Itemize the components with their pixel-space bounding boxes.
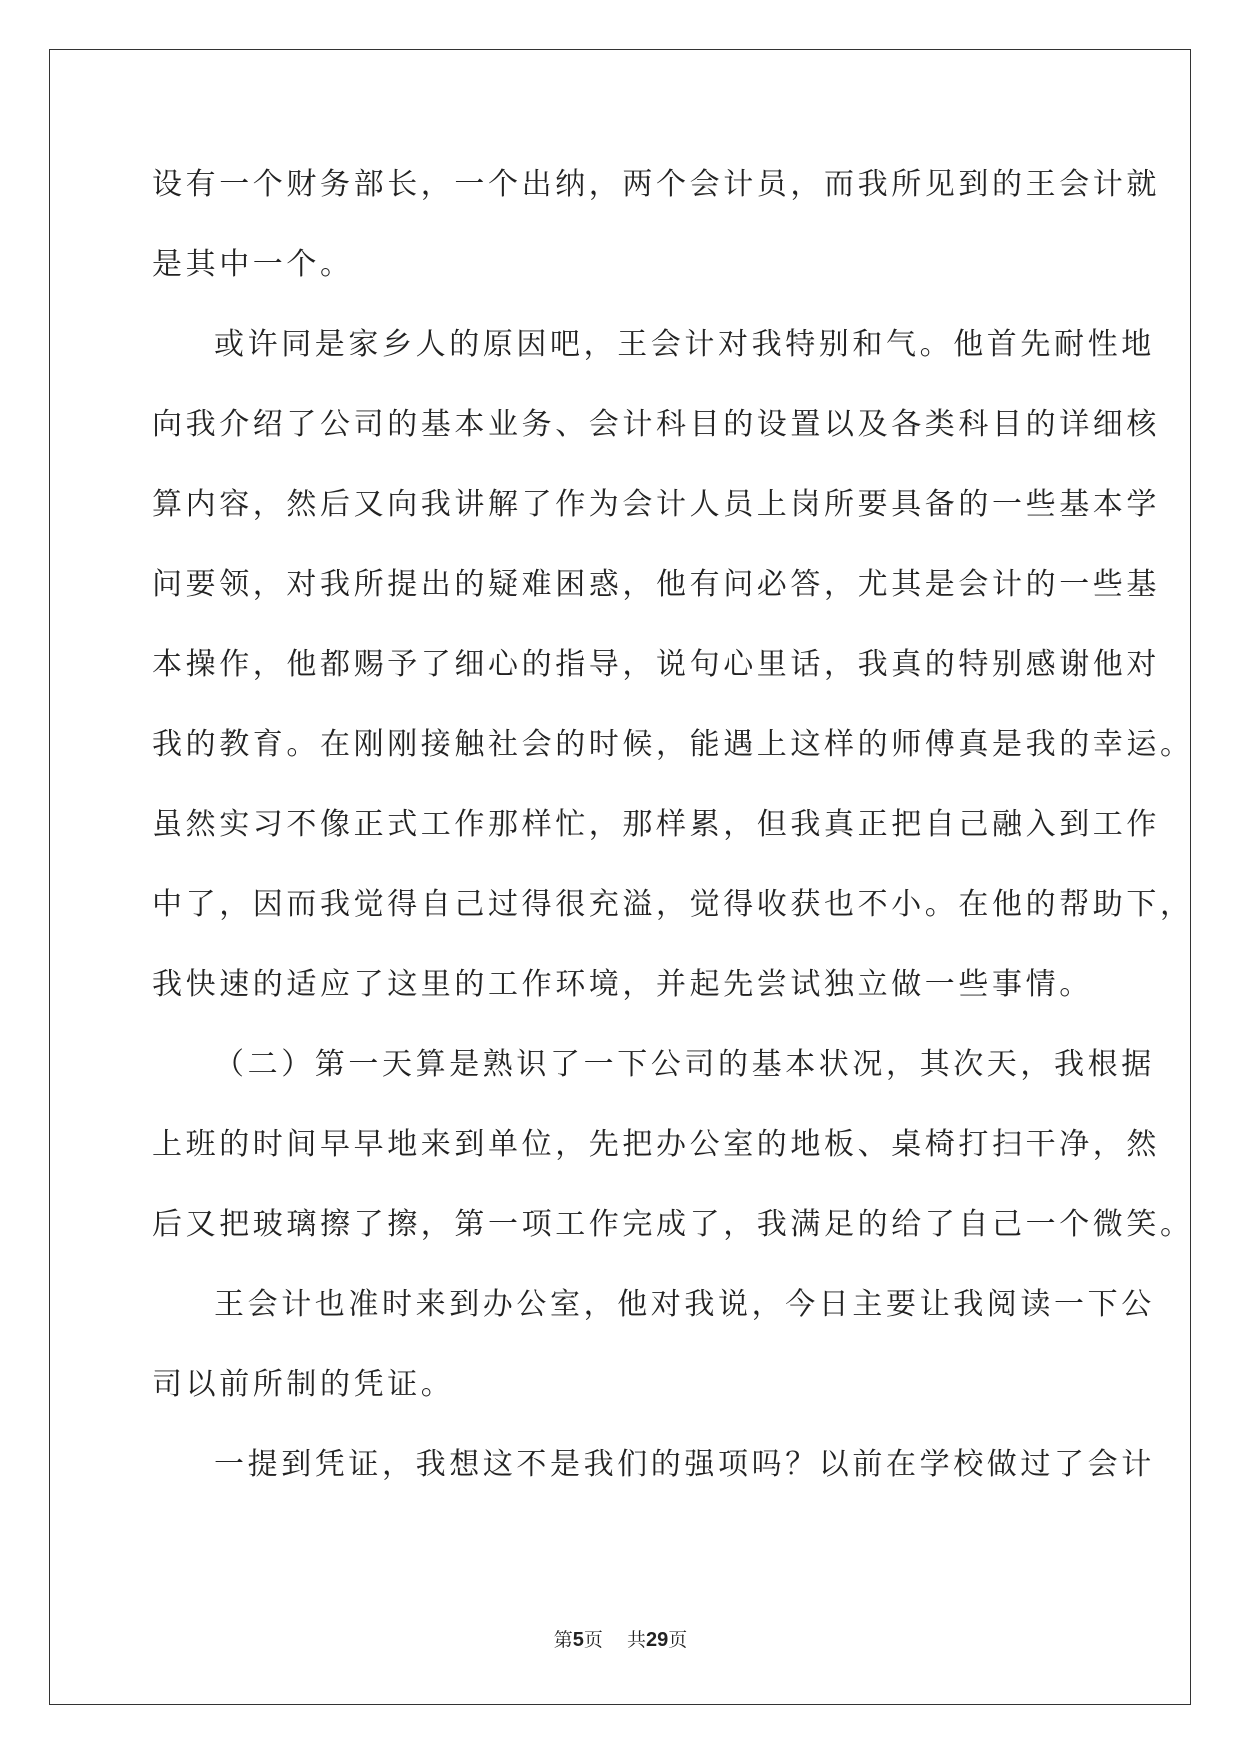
text-line: 是其中一个。 [152, 247, 354, 282]
footer-total-prefix: 共 [626, 1630, 646, 1651]
text-line: 向我介绍了公司的基本业务、会计科目的设置以及各类科目的详细核 [152, 407, 1160, 442]
text-line: 设有一个财务部长，一个出纳，两个会计员，而我所见到的王会计就 [152, 167, 1160, 202]
text-line: 司以前所制的凭证。 [152, 1367, 455, 1402]
text-line: （二）第一天算是熟识了一下公司的基本状况，其次天，我根据 [214, 1047, 1155, 1082]
text-line: 或许同是家乡人的原因吧，王会计对我特别和气。他首先耐性地 [214, 327, 1155, 362]
page-footer [0, 1625, 1241, 1652]
text-line: 问要领，对我所提出的疑难困惑，他有问必答，尤其是会计的一些基 [152, 567, 1160, 602]
text-line: 王会计也准时来到办公室，他对我说，今日主要让我阅读一下公 [214, 1287, 1155, 1322]
document-body [152, 160, 1194, 1520]
text-line: 算内容，然后又向我讲解了作为会计人员上岗所要具备的一些基本学 [152, 487, 1160, 522]
footer-page-suffix: 页 [583, 1630, 603, 1651]
footer-total-pages: 29 [645, 1629, 669, 1651]
text-line: 本操作，他都赐予了细心的指导，说句心里话，我真的特别感谢他对 [152, 647, 1160, 682]
text-line: 虽然实习不像正式工作那样忙，那样累，但我真正把自己融入到工作 [152, 807, 1160, 842]
text-line: 我快速的适应了这里的工作环境，并起先尝试独立做一些事情。 [152, 967, 1093, 1002]
footer-page-number: 5 [572, 1629, 584, 1651]
text-line: 我的教育。在刚刚接触社会的时候，能遇上这样的师傅真是我的幸运。 [152, 727, 1194, 762]
footer-page-prefix: 第 [553, 1630, 573, 1651]
text-line: 上班的时间早早地来到单位，先把办公室的地板、桌椅打扫干净，然 [152, 1127, 1160, 1162]
text-line: 后又把玻璃擦了擦，第一项工作完成了，我满足的给了自己一个微笑。 [152, 1207, 1194, 1242]
text-line: 一提到凭证，我想这不是我们的强项吗？以前在学校做过了会计 [214, 1447, 1155, 1482]
footer-total-suffix: 页 [668, 1630, 688, 1651]
text-line: 中了，因而我觉得自己过得很充溢，觉得收获也不小。在他的帮助下， [152, 887, 1194, 922]
